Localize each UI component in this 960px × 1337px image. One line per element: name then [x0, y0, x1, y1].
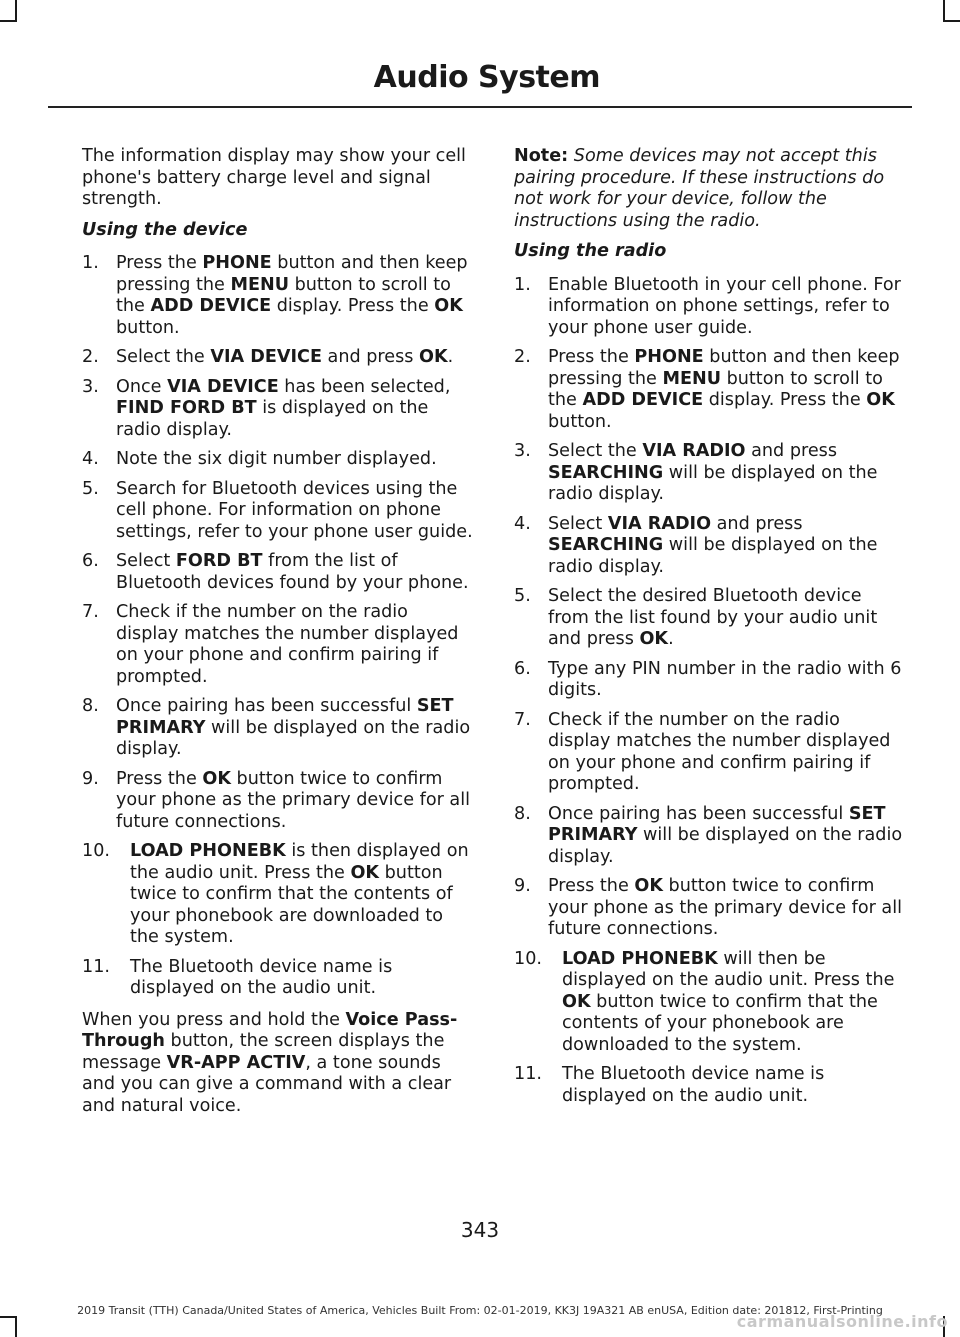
list-item: 10. LOAD PHONEBK will then be displayed on the audio unit. Press the OK button twice to confirm that the contents of your phonebook are downloaded to the system.	[514, 948, 895, 1055]
bold-term: OK	[639, 629, 669, 649]
bold-term: SET PRIMARY	[548, 803, 886, 845]
bold-term: SET PRIMARY	[116, 696, 454, 738]
page-title: Audio System	[373, 60, 600, 95]
list-item: 10. LOAD PHONEBK is then displayed on the audio unit. Press the OK button twice to confirm that the contents of your phonebook are downloaded to the system.	[82, 841, 469, 947]
list-item: 11. The Bluetooth device name is displayed on the audio unit.	[514, 1064, 825, 1106]
list-item: 9. Press the OK button twice to confirm your phone as the primary device for all future connections.	[514, 876, 902, 939]
list-item: 5. Search for Bluetooth devices using the cell phone. For information on phone settings, refer to your phone user guide.	[82, 478, 473, 542]
bold-term: SEARCHING	[548, 535, 664, 555]
bold-term: FIND FORD BT	[116, 398, 257, 418]
bold-term: OK	[866, 390, 895, 410]
list-item: 11. The Bluetooth device name is displayed on the audio unit.	[82, 956, 393, 998]
list-item: 6. Type any PIN number in the radio with 6 digits.	[514, 658, 902, 700]
bold-term: OK	[202, 768, 231, 789]
list-item: 5. Select the desired Bluetooth device from the list found by your audio unit and press OK.	[514, 586, 878, 649]
crop-mark-top-right-vertical	[943, 0, 945, 22]
title-divider	[48, 106, 912, 108]
page-number: 343	[460, 1218, 500, 1242]
list-item-number: 11.	[514, 1064, 542, 1084]
voice-pass-through-paragraph: When you press and hold the Voice Pass-Through button, the screen displays the message VR-APP ACTIV, a tone sounds and you can give a command with a clear and natural voice.	[82, 1009, 458, 1116]
bold-term: FORD BT	[175, 551, 263, 571]
bold-term: VIA RADIO	[642, 441, 746, 461]
radio-steps-list	[514, 275, 906, 1108]
using-device-heading: Using the device	[82, 219, 248, 240]
list-item-number: 6.	[82, 551, 99, 571]
bold-term: LOAD PHONEBK	[562, 948, 718, 969]
note-text: Some devices may not accept this pairing procedure. If these instructions do not work for your device, follow the instructions using the radio.	[514, 146, 885, 231]
list-item-number: 8.	[514, 803, 531, 824]
crop-mark-bottom-left-vertical	[15, 1316, 17, 1337]
bold-term: Voice Pass-Through	[82, 1009, 458, 1051]
crop-mark-top-left-vertical	[15, 0, 17, 22]
list-item-number: 3.	[82, 376, 99, 397]
device-steps-list	[82, 253, 474, 1000]
bold-term: OK	[419, 347, 448, 367]
list-item: 1. Press the PHONE button and then keep pressing the MENU button to scroll to the ADD DEVICE display. Press the OK button.	[82, 253, 468, 338]
bold-term: VR-APP ACTIV	[166, 1052, 306, 1073]
watermark-logo: carmanualsonline.info	[736, 1312, 948, 1331]
list-item-number: 5.	[82, 478, 99, 499]
list-item-number: 1.	[514, 274, 531, 295]
using-radio-heading: Using the radio	[514, 241, 667, 261]
list-item-number: 3.	[514, 441, 531, 461]
list-item: 9. Press the OK button twice to confirm your phone as the primary device for all future connections.	[82, 768, 470, 832]
list-item: 2. Press the PHONE button and then keep pressing the MENU button to scroll to the ADD DEVICE display. Press the OK button.	[514, 347, 900, 432]
list-item: 3. Select the VIA RADIO and press SEARCHING will be displayed on the radio display.	[514, 441, 878, 504]
list-item: 7. Check if the number on the radio display matches the number displayed on your phone and confirm pairing if prompted.	[82, 602, 459, 687]
bold-term: VIA RADIO	[607, 513, 712, 534]
list-item-number: 9.	[514, 876, 531, 896]
bold-term: MENU	[230, 274, 289, 295]
list-item-number: 5.	[514, 586, 531, 606]
crop-mark-top-right-horizontal	[943, 20, 960, 22]
list-item: 2. Select the VIA DEVICE and press OK.	[82, 347, 454, 367]
footer-edition-info: 2019 Transit (TTH) Canada/United States of America, Vehicles Built From: 02-01-2019, KK3J 19A321 AB enUSA, Edition date: 201812, First-Printing	[77, 1304, 883, 1317]
bold-term: ADD DEVICE	[150, 296, 272, 316]
list-item: 6. Select FORD BT from the list of Bluetooth devices found by your phone.	[82, 551, 469, 593]
list-item: 1. Enable Bluetooth in your cell phone. For information on phone settings, refer to your phone user guide.	[514, 274, 901, 338]
list-item: 4. Select VIA RADIO and press SEARCHING will be displayed on the radio display.	[514, 513, 878, 577]
list-item-number: 11.	[82, 956, 110, 977]
list-item-number: 2.	[82, 347, 99, 367]
list-item-number: 10.	[82, 841, 110, 861]
left-column	[82, 146, 474, 1126]
bold-term: OK	[350, 862, 380, 883]
bold-term: VIA DEVICE	[210, 347, 322, 367]
bold-term: PHONE	[202, 253, 272, 273]
list-item-number: 4.	[82, 449, 99, 469]
note-paragraph	[514, 146, 906, 232]
bold-term: LOAD PHONEBK	[130, 841, 286, 861]
list-item-number: 4.	[514, 513, 531, 534]
list-item-number: 10.	[514, 948, 542, 969]
list-item: 7. Check if the number on the radio display matches the number displayed on your phone and confirm pairing if prompted.	[514, 709, 891, 794]
bold-term: ADD DEVICE	[582, 390, 704, 410]
intro-paragraph: The information display may show your cell phone's battery charge level and signal strength.	[82, 146, 466, 209]
bold-term: PHONE	[634, 347, 704, 367]
list-item-number: 9.	[82, 768, 99, 789]
bold-term: OK	[434, 296, 463, 316]
bold-term: OK	[562, 991, 591, 1012]
list-item-number: 7.	[82, 602, 99, 622]
crop-mark-top-left-horizontal	[0, 20, 17, 22]
list-item-number: 6.	[514, 658, 531, 679]
list-item-number: 8.	[82, 696, 99, 716]
right-column	[514, 146, 906, 1117]
bold-term: MENU	[662, 368, 721, 389]
bold-term: VIA DEVICE	[167, 376, 279, 397]
list-item-number: 1.	[82, 253, 99, 273]
list-item: 8. Once pairing has been successful SET PRIMARY will be displayed on the radio display.	[82, 696, 471, 759]
note-label: Note:	[514, 146, 569, 166]
list-item-number: 2.	[514, 347, 531, 367]
bold-term: OK	[634, 876, 663, 896]
list-item: 4. Note the six digit number displayed.	[82, 449, 437, 469]
list-item-number: 7.	[514, 709, 531, 730]
bold-term: SEARCHING	[548, 462, 664, 483]
list-item: 8. Once pairing has been successful SET PRIMARY will be displayed on the radio display.	[514, 803, 903, 867]
list-item: 3. Once VIA DEVICE has been selected, FIND FORD BT is displayed on the radio display.	[82, 376, 451, 440]
